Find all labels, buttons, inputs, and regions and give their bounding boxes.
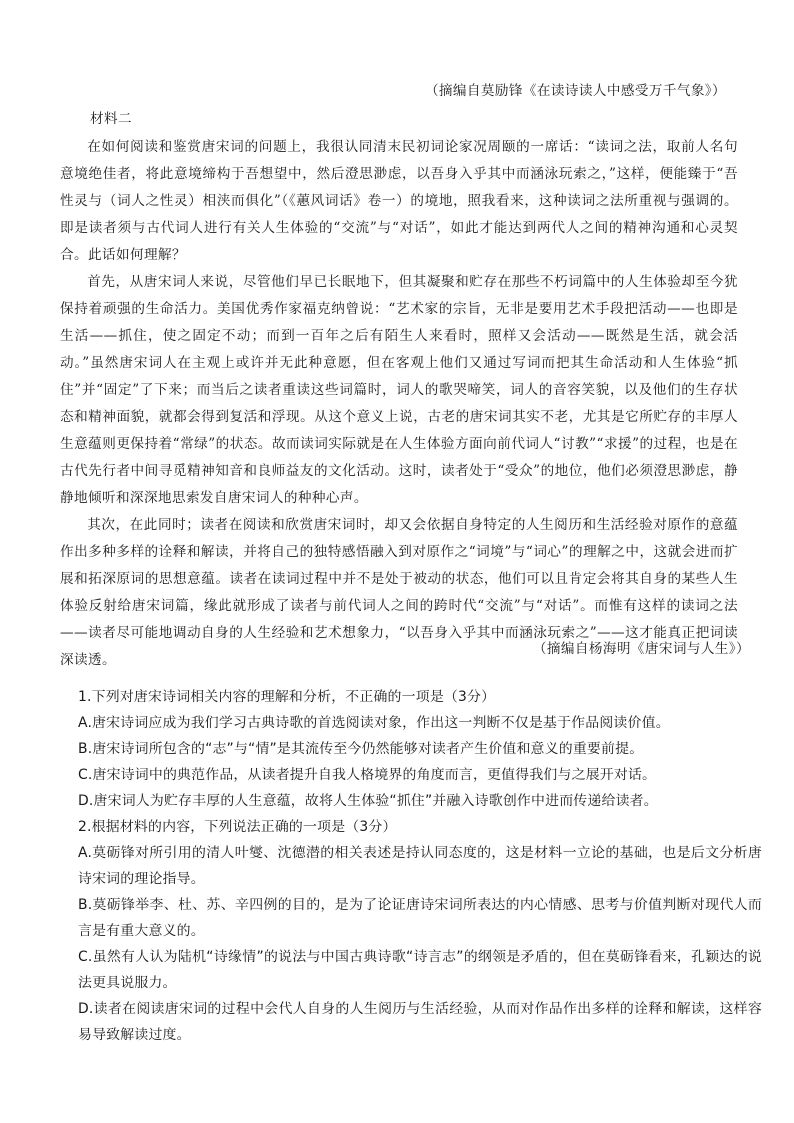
option-d: D.唐宋词人为贮存丰厚的人生意蕴，故将人生体验“抓住”并融入诗歌创作中进而传递给读者。 — [78, 793, 658, 809]
passage-paragraph: 首先，从唐宋词人来说，尽管他们早已长眠地下，但其凝聚和贮存在那些不朽词篇中的人生体验却至今犹保持着顽强的生命活力。美国优秀作家福克纳曾说：“艺术家的宗旨，无非是要用艺术手段把活动——也即是生活——抓住，使之固定不动；而到一百年之后有陌生人来看时，照样又会活动——既然是生活，就会活动。”虽然唐宋词人在主观上或许并无此种意愿，但在客观上他们又通过写词而把其生命活动和人生体验“抓住”并“固定”了下来；而当后之读者重读这些词篇时，词人的歌哭啼笑，词人的音容笑貌，以及他们的生存状态和精神面貌，就都会得到复活和浮现。从这个意义上说，古老的唐宋词其实不老，尤其是它所贮存的丰厚人生意蕴则更保持着“常绿”的状态。故而读词实际就是在人生体验方面向前代词人“讨教”“求援”的过程，也是在古代先行者中间寻觅精神知音和良师益友的文化活动。这时，读者处于“受众”的地位，他们必须澄思渺虑，静静地倾听和深深地思索发自唐宋词人的种种心声。 — [60, 274, 738, 506]
option-b: B.莫砺锋举李、杜、苏、辛四例的目的，是为了论证唐诗宋词所表达的内心情感、思考与价值判断对现代人而言是有重大意义的。 — [78, 897, 762, 939]
question-stem: 2.根据材料的内容，下列说法正确的一项是（3分） — [78, 819, 397, 835]
material2-passage — [60, 134, 738, 674]
passage-paragraph: 在如何阅读和鉴赏唐宋词的问题上，我很认同清末民初词论家况周颐的一席话：“读词之法，取前人名句意境绝佳者，将此意境缔构于吾想望中，然后澄思渺虑，以吾身入乎其中而涵泳玩索之，”这样，便能臻于“吾性灵与（词人之性灵）相浃而俱化”（《蕙风词话》卷一）的境地，照我看来，这种读词之法所重视与强调的。即是读者须与古代词人进行有关人生体验的“交流”与“对话”，如此才能达到两代人之间的精神沟通和心灵契合。此话如何理解？ — [60, 139, 738, 263]
question-section — [78, 684, 762, 1048]
option-c: C.虽然有人认为陆机“诗缘情”的说法与中国古典诗歌“诗言志”的纲领是矛盾的，但在莫砺锋看来，孔颖达的说法更具说服力。 — [78, 949, 762, 991]
option-a: A.唐宋诗词应成为我们学习古典诗歌的首选阅读对象，作出这一判断不仅是基于作品阅读价值。 — [78, 715, 670, 731]
material2-title: 材料二 — [90, 111, 132, 127]
passage-paragraph: 其次，在此同时；读者在阅读和欣赏唐宋词时，却又会依据自身特定的人生阅历和生活经验对原作的意蕴作出多种多样的诠释和解读，并将自己的独特感悟融入到对原作之“词境”与“词心”的理解之中，这就会进而扩展和拓深原词的思想意蕴。读者在读词过程中并不是处于被动的状态，他们可以且肯定会将其自身的某些人生体验反射给唐宋词篇，缘此就形成了读者与前代词人之间的跨时代“交流”与“对话”。而惟有这样的读词之法——读者尽可能地调动自身的人生经验和艺术想象力，“以吾身入乎其中而涵泳玩索之”——这才能真正把词读深读透。 — [60, 517, 738, 668]
question-stem: 1.下列对唐宋诗词相关内容的理解和分析，不正确的一项是（3分） — [78, 689, 496, 705]
option-c: C.唐宋诗词中的典范作品，从读者提升自我人格境界的角度而言，更值得我们与之展开对话。 — [78, 767, 657, 783]
option-a: A.莫砺锋对所引用的清人叶燮、沈德潜的相关表述是持认同态度的，这是材料一立论的基础，也是后文分析唐诗宋词的理论指导。 — [78, 845, 762, 887]
question-2 — [78, 814, 762, 1048]
option-b: B.唐宋诗词所包含的“志”与“情”是其流传至今仍然能够对读者产生价值和意义的重要前提。 — [78, 741, 644, 757]
material1-source: （摘编自莫励锋《在读诗读人中感受万千气象》） — [424, 83, 726, 99]
question-1 — [78, 684, 762, 814]
material2-source: （摘编自杨海明《唐宋词与人生》） — [532, 641, 750, 657]
option-d: D.读者在阅读唐宋词的过程中会代人自身的人生阅历与生活经验，从而对作品作出多样的诠释和解读，这样容易导致解读过度。 — [78, 1001, 762, 1043]
